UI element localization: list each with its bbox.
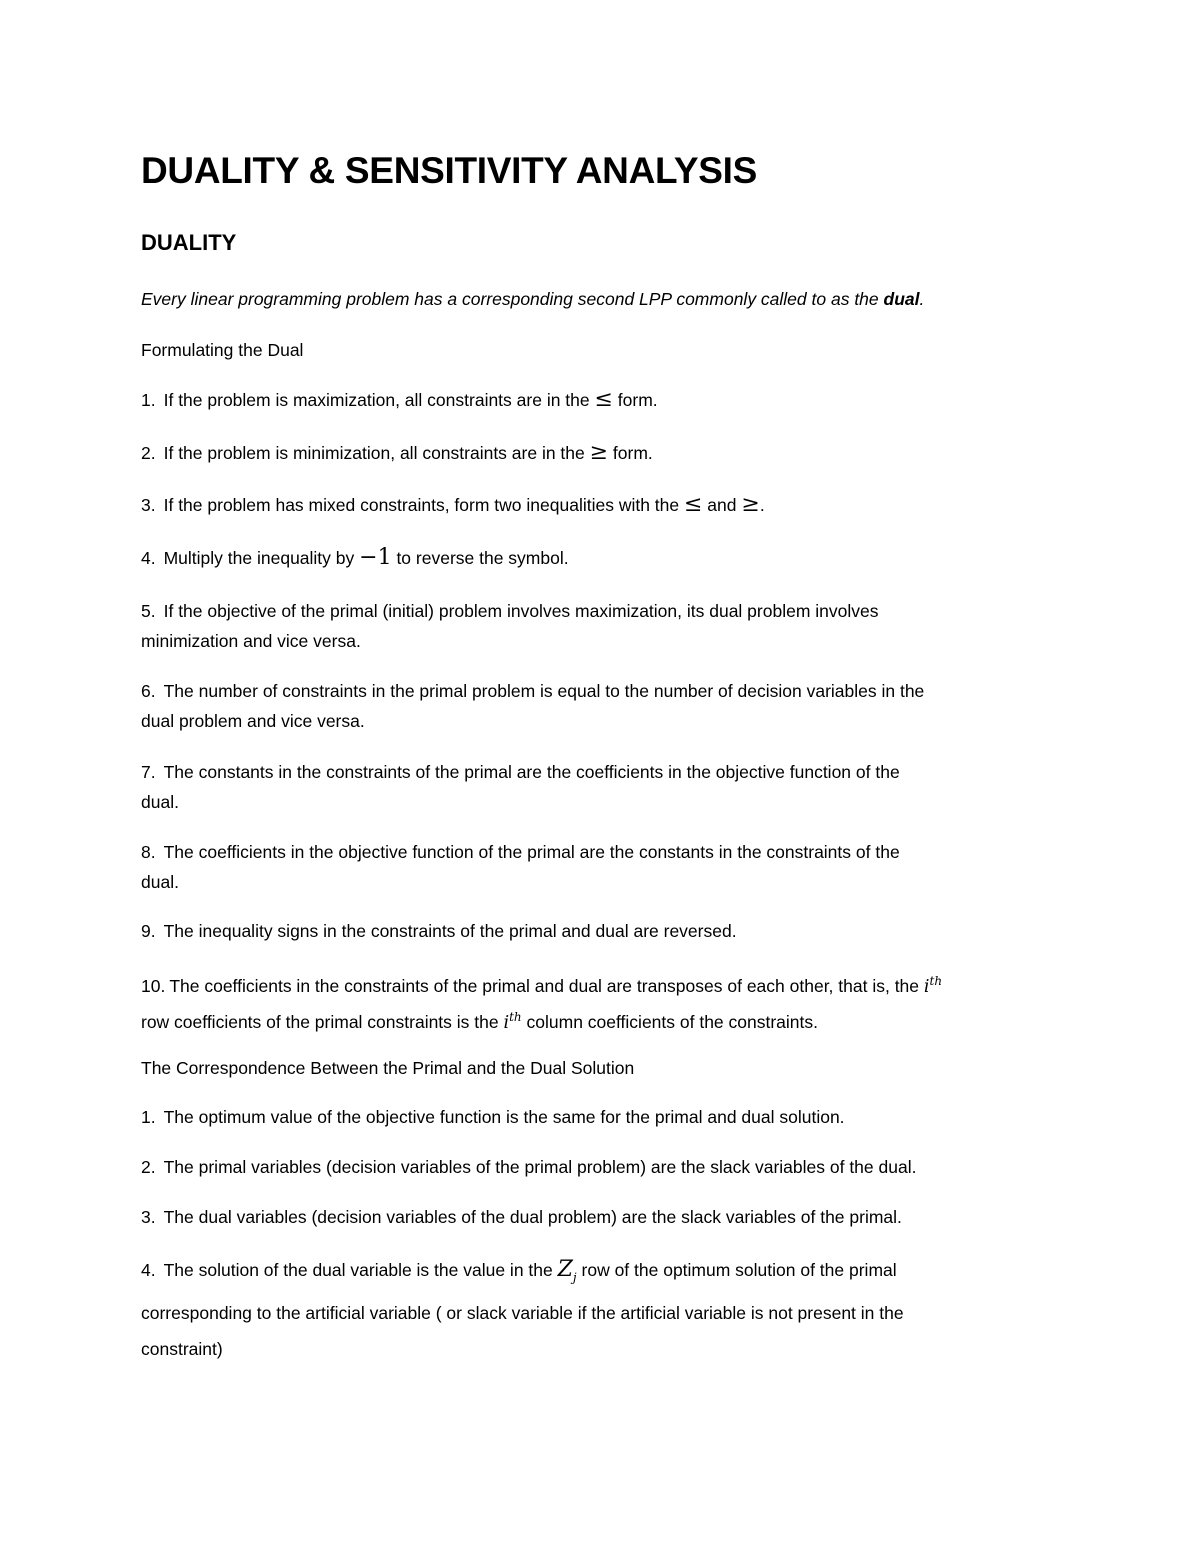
formulating-item-6: 6. The number of constraints in the primal problem is equal to the number of decision variables in the dual problem and vice versa. <box>141 681 925 731</box>
formulating-item-9: 9. The inequality signs in the constraints of the primal and dual are reversed. <box>141 921 737 941</box>
correspondence-item-4: 4. The solution of the dual variable is the value in the $Z_j$ row of the optimum solution of the primal corresponding to the artificial variable ( or slack variable if the artificial variable is not present in the constraint) <box>141 1257 904 1360</box>
i-th-symbol: $i^{th}$ <box>503 1009 522 1033</box>
correspondence-item-2: 2. The primal variables (decision variables of the primal problem) are the slack variables of the dual. <box>141 1157 917 1177</box>
correspondence-item-3: 3. The dual variables (decision variables of the dual problem) are the slack variables of the primal. <box>141 1207 902 1227</box>
less-equal-symbol: ≤ <box>684 492 703 517</box>
formulating-item-4: 4. Multiply the inequality by −1 to reverse the symbol. <box>141 545 569 570</box>
i-th-symbol: $i^{th}$ <box>923 974 943 997</box>
greater-equal-symbol: ≥ <box>741 492 760 517</box>
formulating-item-10: 10. The coefficients in the constraints of the primal and dual are transposes of each other, that is, the $i^{th}$ row coefficients of the primal constraints is the $i^{th}$ column coefficients of the constraints. <box>141 974 943 1033</box>
formulating-item-2: 2. If the problem is minimization, all constraints are in the ≥ form. <box>141 440 653 465</box>
formulating-item-1: 1. If the problem is maximization, all constraints are in the ≤ form. <box>141 387 658 412</box>
formulating-item-8: 8. The coefficients in the objective function of the primal are the constants in the constraints of the dual. <box>141 842 900 892</box>
less-equal-symbol: ≤ <box>594 387 613 412</box>
formulating-item-7: 7. The constants in the constraints of the primal are the coefficients in the objective function of the dual. <box>141 762 900 812</box>
formulating-item-3: 3. If the problem has mixed constraints, form two inequalities with the ≤ and ≥. <box>141 492 765 517</box>
greater-equal-symbol: ≥ <box>589 440 609 465</box>
formulating-heading: Formulating the Dual <box>141 340 304 360</box>
section-heading-duality: DUALITY <box>141 230 237 255</box>
correspondence-item-1: 1. The optimum value of the objective function is the same for the primal and dual solution. <box>141 1107 845 1127</box>
correspondence-heading: The Correspondence Between the Primal and the Dual Solution <box>141 1058 635 1078</box>
formulating-item-5: 5. If the objective of the primal (initial) problem involves maximization, its dual problem involves minimization and vice versa. <box>141 601 879 651</box>
z-j-symbol: $Z_j$ <box>557 1257 577 1285</box>
intro-paragraph: Every linear programming problem has a corresponding second LPP commonly called to as the dual. <box>141 289 925 309</box>
minus-one-value: −1 <box>359 545 392 570</box>
page-title: DUALITY & SENSITIVITY ANALYSIS <box>141 150 758 191</box>
